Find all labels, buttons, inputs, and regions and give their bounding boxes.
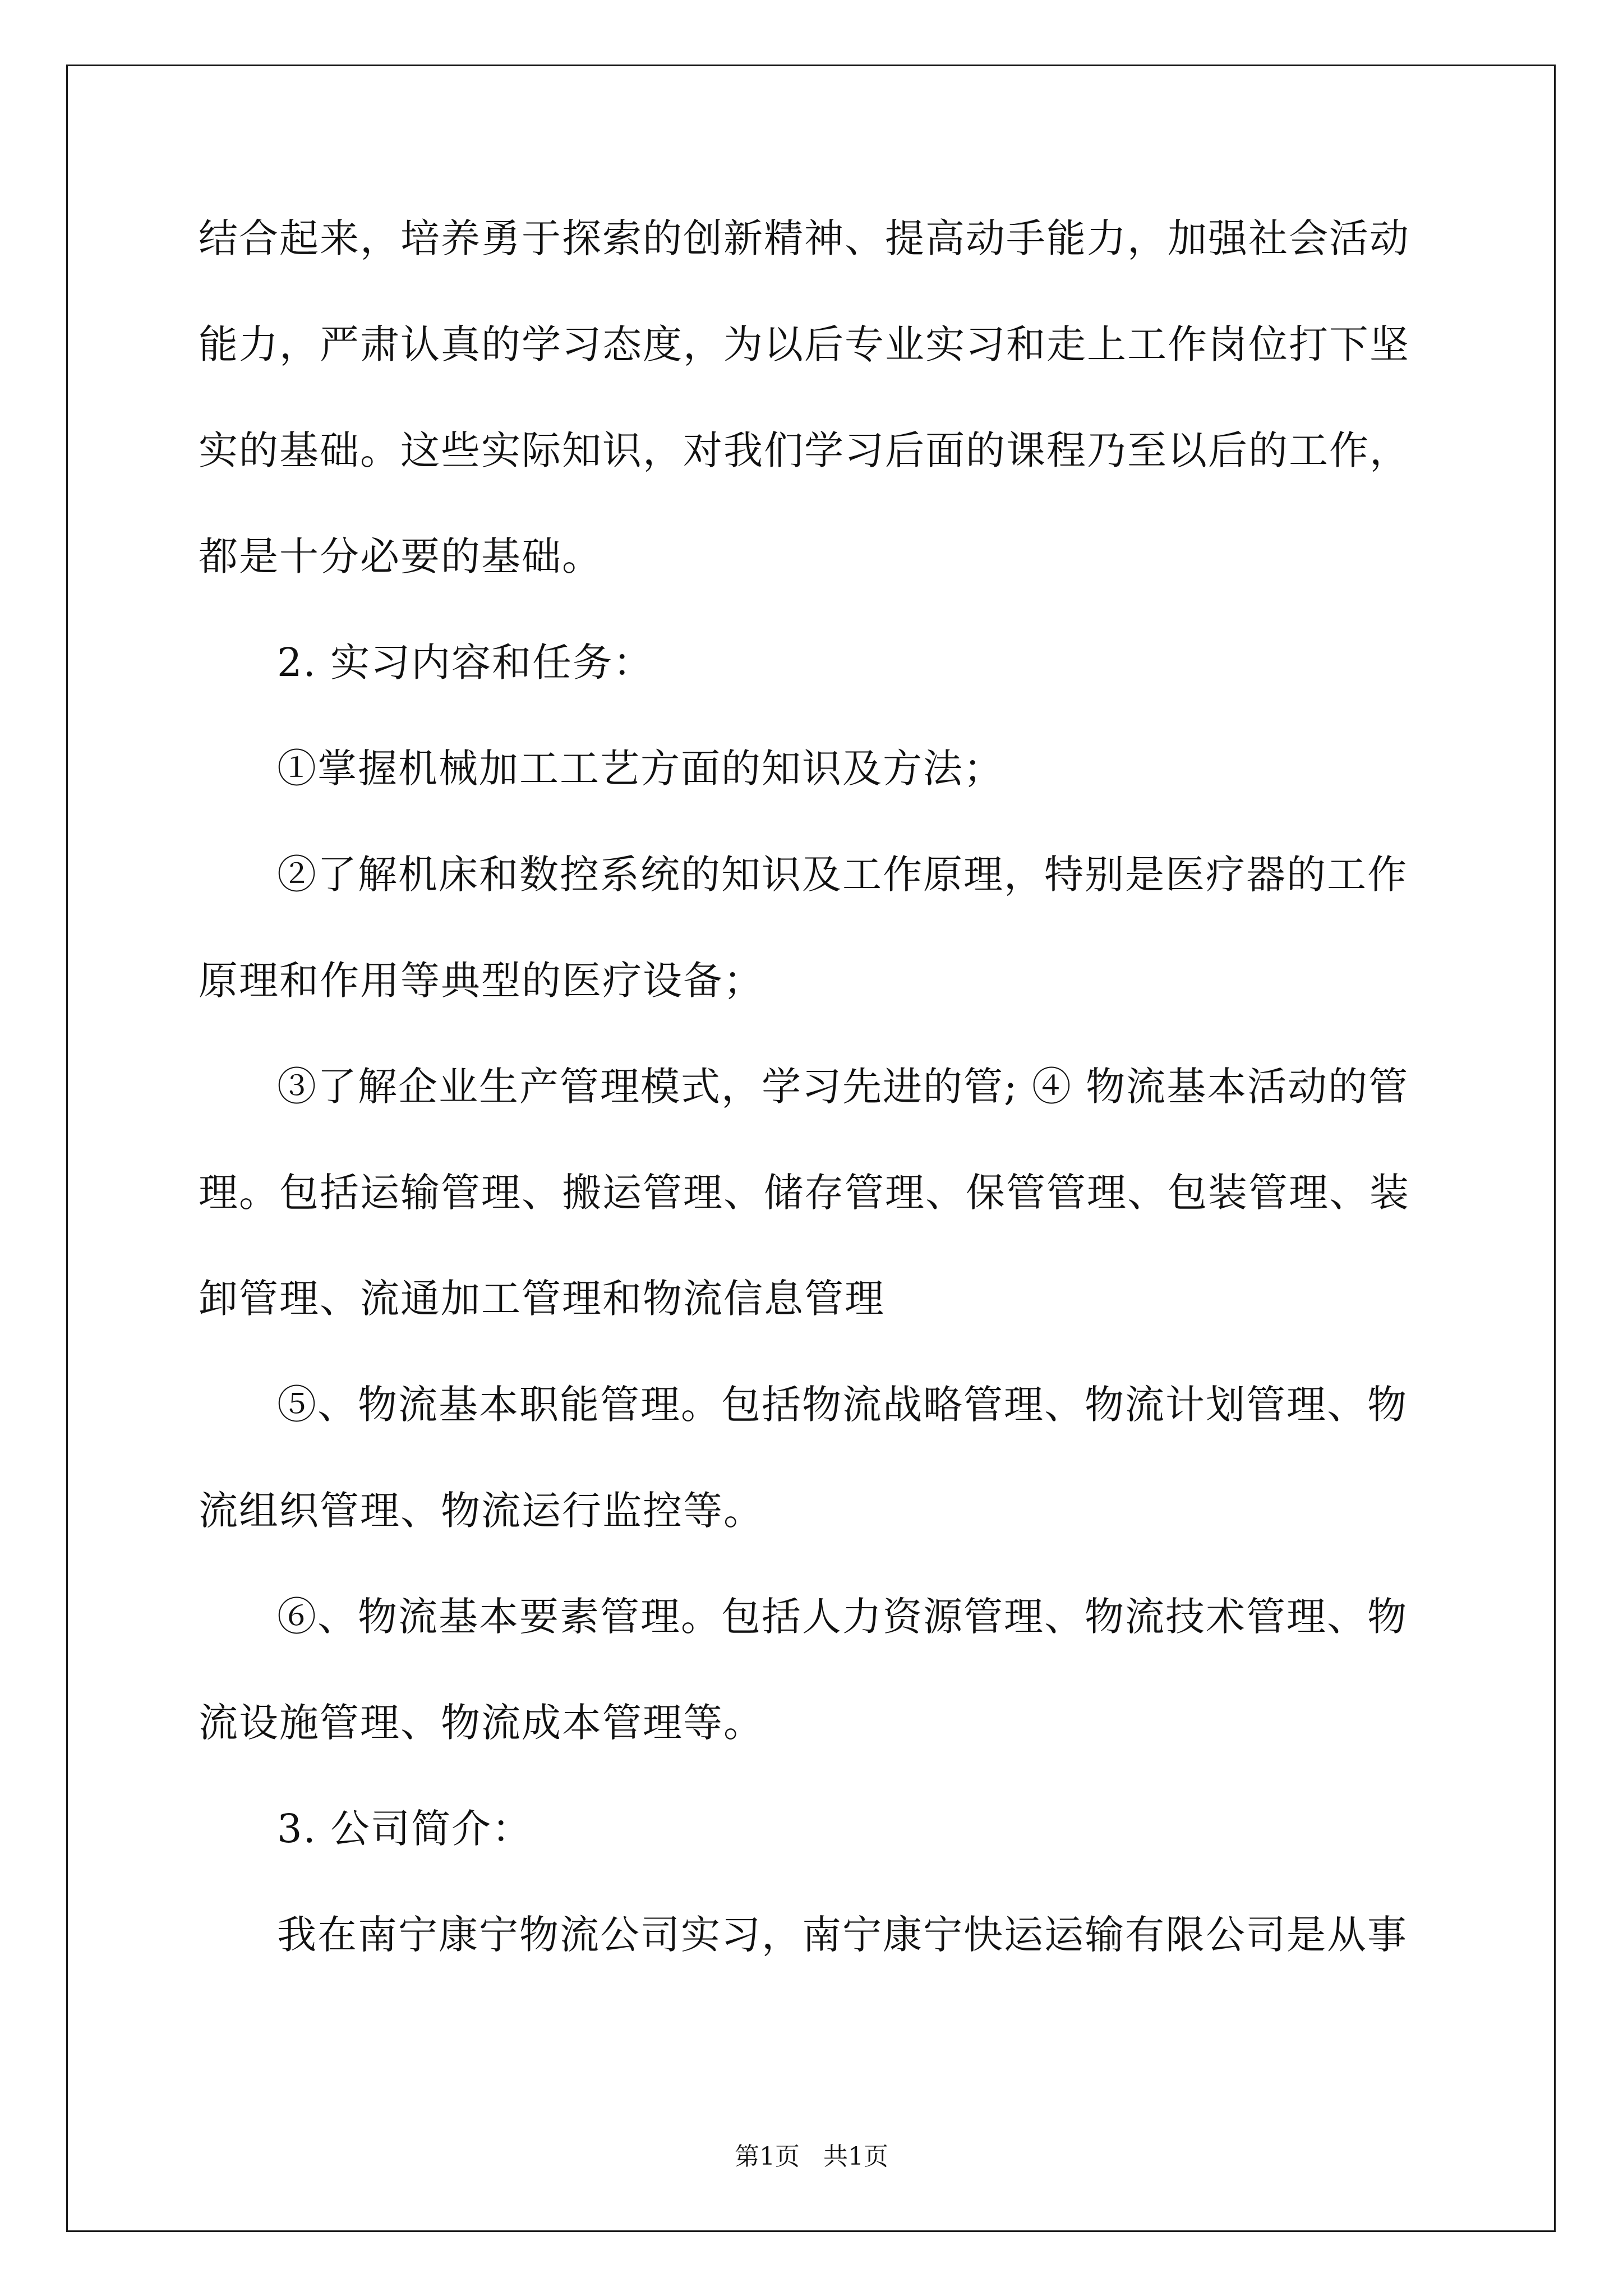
paragraph-start: 我在南宁康宁物流公司实习，南宁康宁快运运输有限公司是从事: [277, 1912, 1408, 1958]
section-heading: 3. 公司简介：: [277, 1806, 533, 1852]
list-item: ③了解企业生产管理模式，学习先进的管; ④ 物流基本活动的管: [277, 1064, 1409, 1110]
section-heading: 2. 实习内容和任务：: [277, 639, 654, 685]
text-line: 理。包括运输管理、搬运管理、储存管理、保管管理、包装管理、装: [199, 1170, 1410, 1216]
text-line: 实的基础。这些实际知识，对我们学习后面的课程乃至以后的工作，: [199, 427, 1410, 473]
text-line: 能力，严肃认真的学习态度，为以后专业实习和走上工作岗位打下坚: [199, 321, 1410, 367]
text-line: 流组织管理、物流运行监控等。: [199, 1488, 764, 1534]
list-item: ②了解机床和数控系统的知识及工作原理，特别是医疗器的工作: [277, 852, 1408, 898]
text-line: 都是十分必要的基础。: [199, 533, 602, 579]
list-item: ⑥、物流基本要素管理。包括人力资源管理、物流技术管理、物: [277, 1594, 1408, 1640]
list-item: ①掌握机械加工工艺方面的知识及方法；: [277, 746, 1004, 792]
page-footer: 第1页 共1页: [735, 2142, 888, 2171]
list-item: ⑤、物流基本职能管理。包括物流战略管理、物流计划管理、物: [277, 1382, 1408, 1428]
text-line: 结合起来，培养勇于探索的创新精神、提高动手能力，加强社会活动: [199, 215, 1410, 261]
text-line: 流设施管理、物流成本管理等。: [199, 1700, 764, 1746]
text-line: 原理和作用等典型的医疗设备；: [199, 958, 764, 1004]
text-line: 卸管理、流通加工管理和物流信息管理: [199, 1276, 885, 1322]
